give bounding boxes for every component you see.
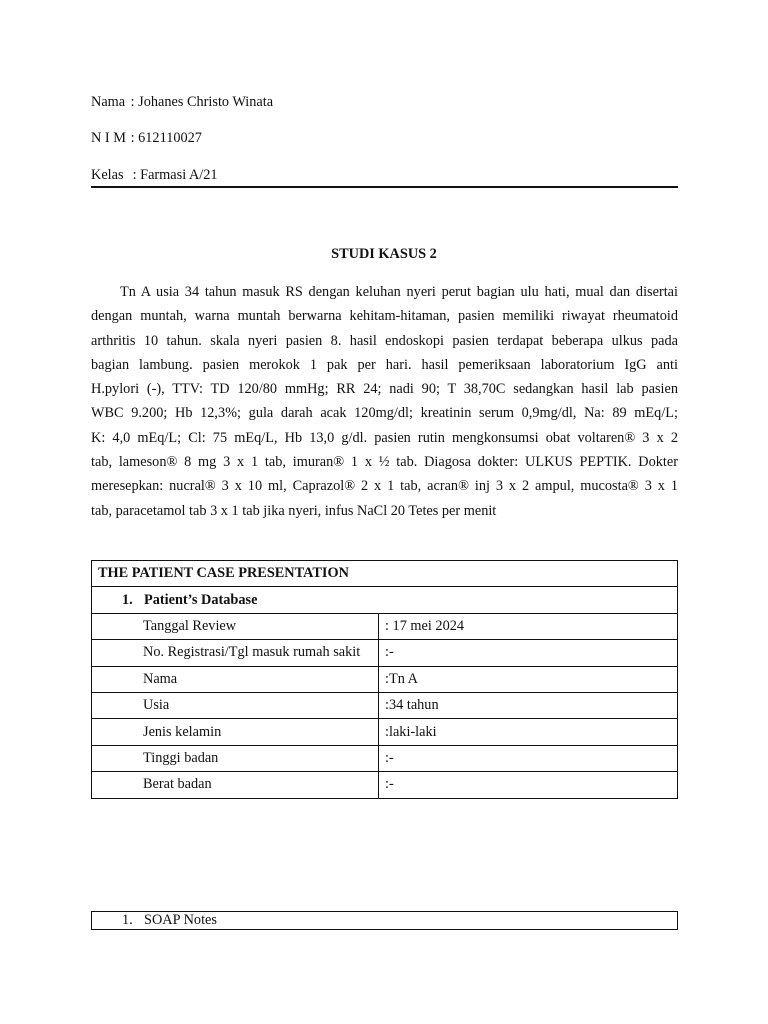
row-label: Tanggal Review (92, 613, 379, 639)
table-heading-row (92, 561, 678, 587)
paragraph-line: H.pylori (-), TTV: TD 120/80 mmHg; RR 24; nadi 90; T 38,70C sedangkan hasil lab pasien (91, 381, 678, 398)
paragraph-line: bagian lambung. pasien merokok 1 pak per hari. hasil pemeriksaan laboratorium IgG anti (91, 356, 678, 373)
header-kelas (91, 167, 218, 184)
row-label: Tinggi badan (92, 745, 379, 771)
row-label: Nama (92, 666, 379, 692)
row-value: :Tn A (379, 666, 678, 692)
section-number: 1. (122, 591, 133, 608)
table-row (92, 640, 678, 666)
case-paragraph (91, 280, 678, 523)
table-row (92, 719, 678, 745)
table-heading: THE PATIENT CASE PRESENTATION (92, 561, 678, 587)
table-row (92, 613, 678, 639)
paragraph-line: Tn A usia 34 tahun masuk RS dengan keluhan nyeri perut bagian ulu hati, mual dan disertai (120, 284, 678, 300)
header-nama (91, 94, 273, 111)
paragraph-line: arthritis 10 tahun. skala nyeri pasien 8. hasil endoskopi pasien terdapat beberapa ulkus pada (91, 332, 678, 349)
table-row (92, 692, 678, 718)
patient-case-table (91, 560, 678, 799)
section-title-cell (92, 587, 678, 613)
paragraph-line: tab, paracetamol tab 3 x 1 tab jika nyeri, infus NaCl 20 Tetes per menit (91, 502, 497, 519)
table-row (92, 745, 678, 771)
soap-title: SOAP Notes (144, 912, 217, 928)
paragraph-line: WBC 9.200; Hb 12,3%; gula darah acak 120mg/dl; kreatinin serum 0,9mg/dl, Na: 89 mEq/L; (91, 405, 678, 422)
table-row (92, 666, 678, 692)
section-row (92, 587, 678, 613)
row-label: Berat badan (92, 772, 379, 798)
header-divider (91, 186, 678, 188)
nim-label: N I M (91, 130, 126, 146)
table-row (92, 772, 678, 798)
paragraph-line: meresepkan: nucral® 3 x 10 ml, Caprazol® 2 x 1 tab, acran® inj 3 x 2 ampul, mucosta® 3 x 1 (91, 478, 678, 495)
section-title: Patient’s Database (144, 591, 258, 608)
row-label: Jenis kelamin (92, 719, 379, 745)
document-title: STUDI KASUS 2 (331, 246, 437, 262)
kelas-label: Kelas (91, 167, 124, 183)
row-label: Usia (92, 692, 379, 718)
nama-label: Nama (91, 94, 126, 110)
row-value: :- (379, 745, 678, 771)
row-value: :34 tahun (379, 692, 678, 718)
nim-value: : 612110027 (130, 130, 202, 146)
row-value: : 17 mei 2024 (379, 613, 678, 639)
paragraph-line: K: 4,0 mEq/L; Cl: 75 mEq/L, Hb 13,0 g/dl. pasien rutin mengkonsumsi obat voltaren® 3 x 2 (91, 429, 678, 446)
soap-notes-table (91, 911, 678, 930)
row-value: :- (379, 772, 678, 798)
header-nim (91, 130, 202, 147)
row-label: No. Registrasi/Tgl masuk rumah sakit (92, 640, 379, 666)
paragraph-line: dengan muntah, warna muntah berwarna kehitam-hitaman, pasien memiliki riwayat rheumatoid (91, 308, 678, 325)
row-value: :laki-laki (379, 719, 678, 745)
row-value: :- (379, 640, 678, 666)
soap-row (92, 912, 678, 930)
kelas-value: : Farmasi A/21 (132, 167, 218, 183)
soap-cell (92, 912, 678, 930)
nama-value: : Johanes Christo Winata (130, 94, 274, 110)
soap-number: 1. (122, 912, 133, 928)
paragraph-line: tab, lameson® 8 mg 3 x 1 tab, imuran® 1 x ½ tab. Diagosa dokter: ULKUS PEPTIK. Dokter (91, 454, 678, 471)
